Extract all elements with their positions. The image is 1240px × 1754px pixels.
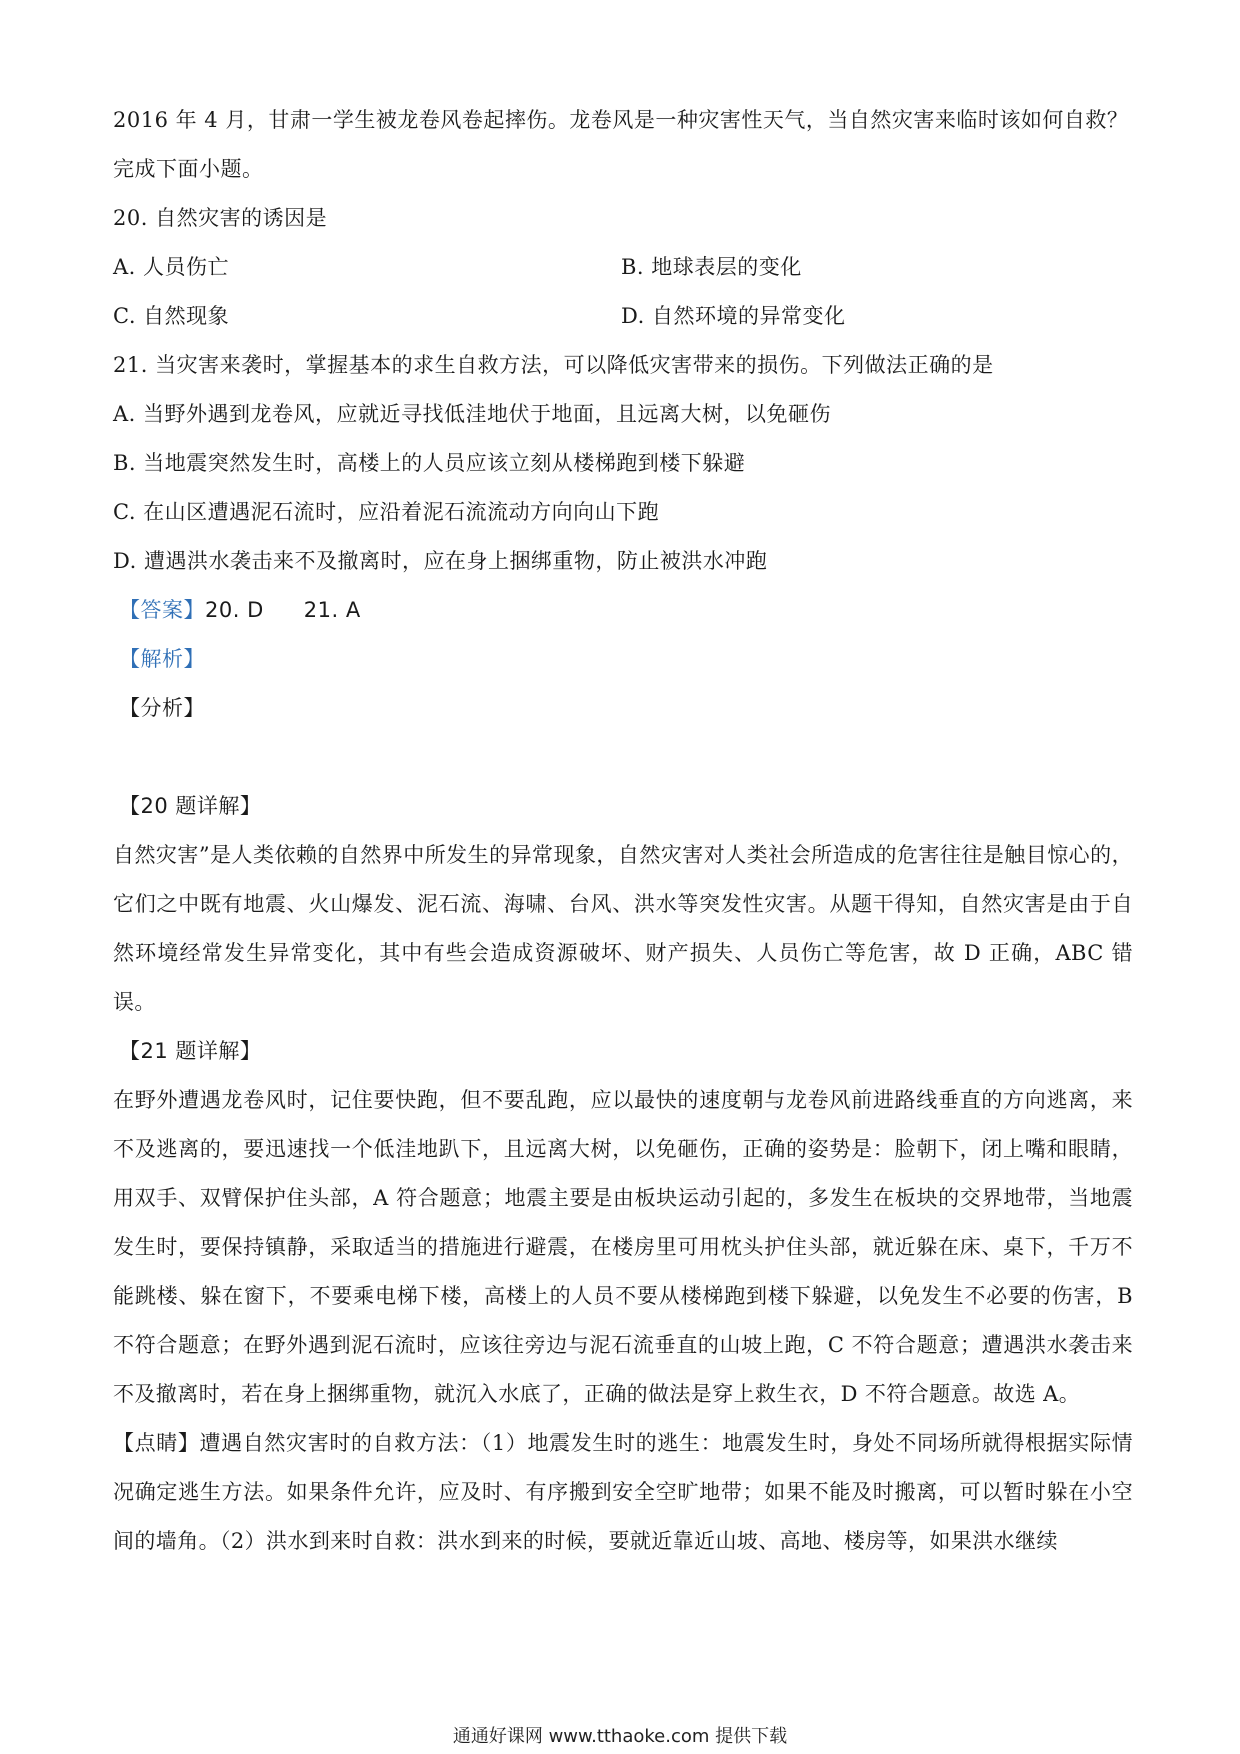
dianjing-text: 遭遇自然灾害时的自救方法：（1）地震发生时的逃生：地震发生时，身处不同场所就得根据实际情况确定逃生方法。如果条件允许，应及时、有序搬到安全空旷地带；如果不能及时搬离，可以暂时躲在小空间的墙角。（2）洪水到来时自救：洪水到来的时候，要就近靠近山坡、高地、楼房等，如果洪水继续	[113, 1431, 1133, 1553]
dianjing-paragraph	[113, 1419, 1133, 1566]
question-20-stem: 20. 自然灾害的诱因是	[113, 206, 328, 230]
analysis-line	[113, 635, 1133, 684]
question-20-option-d: D. 自然环境的异常变化	[621, 304, 846, 328]
question-20-options-row-2	[113, 292, 1133, 341]
detail-21-title: 【21 题详解】	[119, 1039, 262, 1063]
intro-line-2: 完成下面小题。	[113, 157, 264, 181]
detail-20-title: 【20 题详解】	[119, 794, 262, 818]
intro-line-1: 2016 年 4 月，甘肃一学生被龙卷风卷起摔伤。龙卷风是一种灾害性天气，当自然灾害来临时该如何自救？	[113, 108, 1129, 132]
fenxi-line	[113, 684, 1133, 733]
detail-21-text: 在野外遭遇龙卷风时，记住要快跑，但不要乱跑，应以最快的速度朝与龙卷风前进路线垂直的方向逃离，来不及逃离的，要迅速找一个低洼地趴下，且远离大树，以免砸伤，正确的姿势是：脸朝下，闭上嘴和眼睛，用双手、双臂保护住头部，A 符合题意；地震主要是由板块运动引起的，多发生在板块的交界地带，当地震发生时，要保持镇静，采取适当的措施进行避震，在楼房里可用枕头护住头部，就近躲在床、桌下，千万不能跳楼、躲在窗下，不要乘电梯下楼，高楼上的人员不要从楼梯跑到楼下躲避，以免发生不必要的伤害，B 不符合题意；在野外遇到泥石流时，应该往旁边与泥石流垂直的山坡上跑，C 不符合题意；遭遇洪水袭击来不及撤离时，若在身上捆绑重物，就沉入水底了，正确的做法是穿上救生衣，D 不符合题意。故选 A。	[113, 1088, 1133, 1406]
question-21-option-c: C. 在山区遭遇泥石流时，应沿着泥石流流动方向向山下跑	[113, 500, 660, 524]
question-20-options-row-1	[113, 243, 1133, 292]
answer-tag: 【答案】	[119, 598, 205, 622]
question-21-option-a: A. 当野外遇到龙卷风，应就近寻找低洼地伏于地面，且远离大树，以免砸伤	[113, 402, 832, 426]
question-21-option-d: D. 遭遇洪水袭击来不及撤离时，应在身上捆绑重物，防止被洪水冲跑	[113, 549, 768, 573]
question-21-stem: 21. 当灾害来袭时，掌握基本的求生自救方法，可以降低灾害带来的损伤。下列做法正确的是	[113, 353, 994, 377]
answer-20: 20. D	[205, 598, 264, 622]
fenxi-tag: 【分析】	[119, 696, 205, 720]
document-page	[113, 96, 1133, 1566]
answer-line	[113, 586, 1133, 635]
detail-20-text: 自然灾害”是人类依赖的自然界中所发生的异常现象，自然灾害对人类社会所造成的危害往往是触目惊心的，它们之中既有地震、火山爆发、泥石流、海啸、台风、洪水等突发性灾害。从题干得知，自然灾害是由于自然环境经常发生异常变化，其中有些会造成资源破坏、财产损失、人员伤亡等危害，故 D 正确，ABC 错误。	[113, 843, 1133, 1014]
question-20-option-a: A. 人员伤亡	[113, 255, 230, 279]
dianjing-tag: 【点睛】	[113, 1431, 200, 1455]
question-20-option-c: C. 自然现象	[113, 304, 230, 328]
answer-21: 21. A	[303, 598, 361, 622]
question-20-option-b: B. 地球表层的变化	[621, 255, 802, 279]
question-21-option-b: B. 当地震突然发生时，高楼上的人员应该立刻从楼梯跑到楼下躲避	[113, 451, 746, 475]
analysis-tag: 【解析】	[119, 647, 205, 671]
page-footer: 通通好课网 www.tthaoke.com 提供下载	[452, 1726, 788, 1747]
